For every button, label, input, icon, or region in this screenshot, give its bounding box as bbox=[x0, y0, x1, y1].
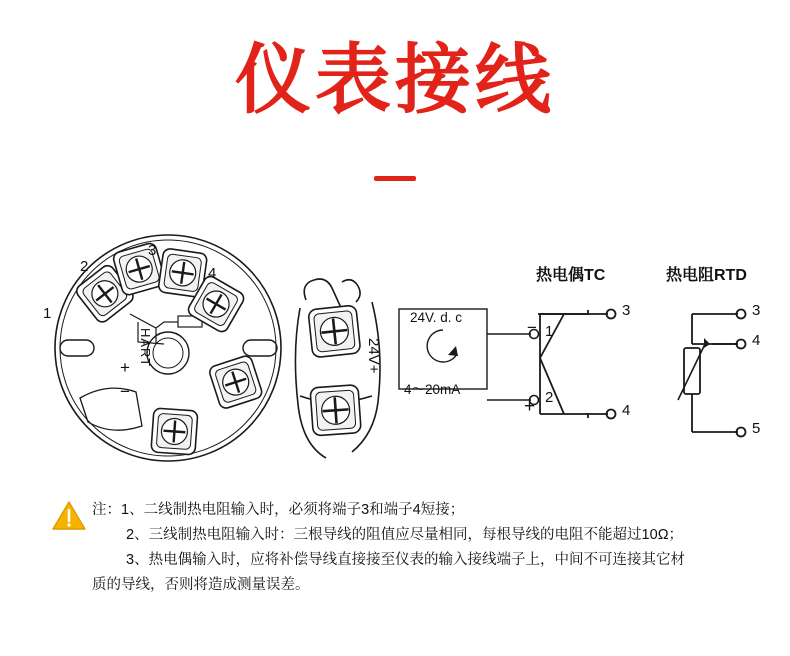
terminal-strip-voltage-label: 24V+ bbox=[365, 338, 382, 374]
rtd-terminal-number-4: 4 bbox=[752, 332, 761, 349]
board-sign-minus: − bbox=[120, 382, 130, 401]
hart-label: HART bbox=[138, 328, 153, 368]
notes-block bbox=[54, 498, 754, 598]
power-terminal-number-2: 2 bbox=[545, 389, 554, 406]
rtd-title: 热电阻RTD bbox=[666, 267, 747, 284]
note-line-1: 注：1、二线制热电阻输入时，必须将端子3和端子4短接； bbox=[92, 502, 465, 518]
wiring-diagram bbox=[0, 210, 790, 480]
page-title: 仪表接线 bbox=[235, 35, 555, 124]
board-terminal-number-1: 1 bbox=[43, 305, 52, 322]
power-supply-label: 24V. d. c bbox=[410, 310, 463, 325]
power-terminal-number-1: 1 bbox=[545, 323, 554, 340]
board-terminal-number-2: 2 bbox=[80, 258, 89, 275]
rtd-terminal-number-5: 5 bbox=[752, 420, 761, 437]
power-current-label: 4～20mA bbox=[404, 382, 461, 397]
note-line-2: 2、三线制热电阻输入时：三根导线的阻值应尽量相同，每根导线的电阻不能超过10Ω； bbox=[126, 527, 684, 543]
board-sign-plus: + bbox=[120, 358, 130, 377]
title-underline-rule bbox=[374, 176, 416, 181]
tc-terminal-number-4: 4 bbox=[622, 402, 631, 419]
board-terminal-number-3: 3 bbox=[148, 242, 157, 259]
transmitter-board-illustration bbox=[38, 218, 298, 478]
tc-title: 热电偶TC bbox=[536, 267, 606, 284]
note-line-3: 3、热电偶输入时，应将补偿导线直接接至仪表的输入接线端子上，中间不可连接其它材 bbox=[126, 552, 686, 568]
tc-terminal-number-3: 3 bbox=[622, 302, 631, 319]
tc-sign-plus: + bbox=[524, 396, 536, 417]
note-line-4: 质的导线，否则将造成测量误差。 bbox=[92, 577, 310, 593]
tc-sign-minus: − bbox=[527, 318, 537, 337]
rtd-terminal-number-3: 3 bbox=[752, 302, 761, 319]
board-terminal-number-4: 4 bbox=[208, 265, 217, 282]
